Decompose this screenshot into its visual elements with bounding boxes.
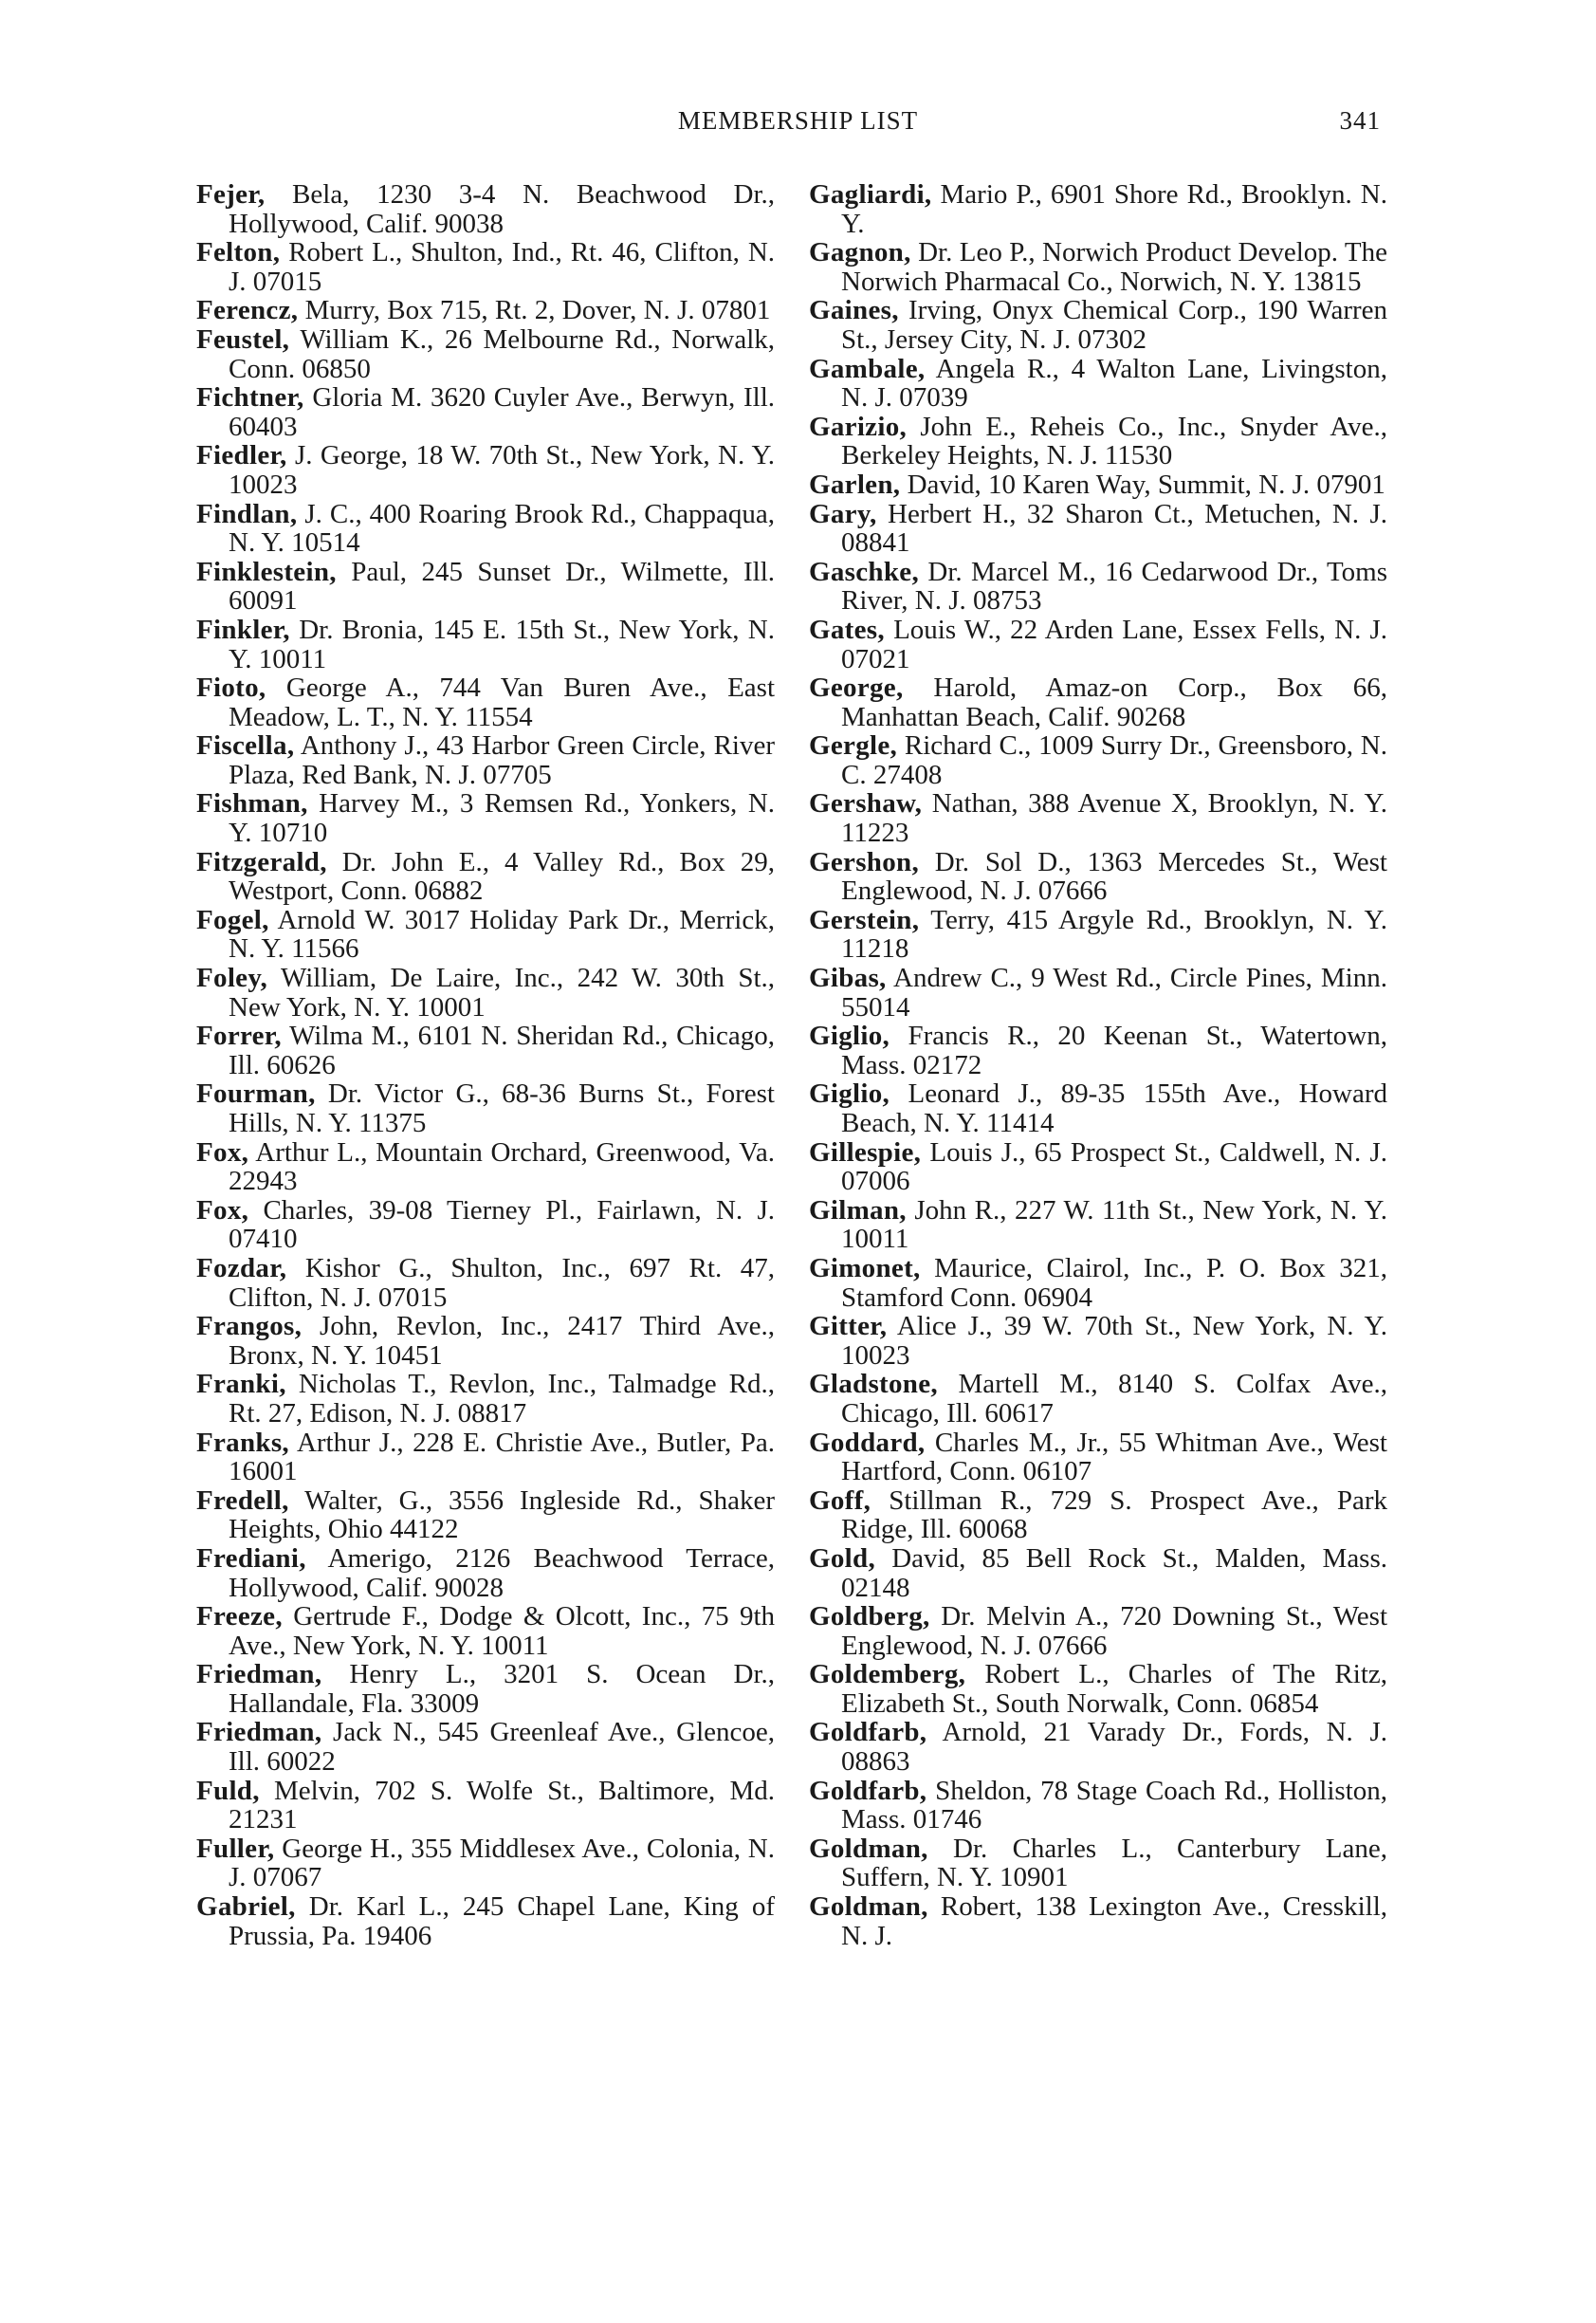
member-name: Goldfarb,	[809, 1717, 927, 1748]
member-details: Henry L., 3201 S. Ocean Dr., Hallandale, Fla. 33009	[229, 1659, 775, 1719]
membership-entry	[196, 1834, 775, 1892]
member-details: Nathan, 388 Avenue X, Brooklyn, N. Y. 11223	[841, 788, 1387, 849]
member-name: Goff,	[809, 1484, 871, 1516]
membership-entry	[809, 355, 1387, 413]
member-details: Alice J., 39 W. 70th St., New York, N. Y. 10023	[841, 1311, 1387, 1371]
membership-entry	[809, 616, 1387, 673]
membership-entry	[809, 413, 1387, 470]
member-details: Dr. Karl L., 245 Chapel Lane, King of Prussia, Pa. 19406	[229, 1891, 775, 1951]
member-details: Walter, G., 3556 Ingleside Rd., Shaker Heights, Ohio 44122	[229, 1484, 775, 1545]
membership-entry	[809, 1254, 1387, 1312]
member-details: Paul, 245 Sunset Dr., Wilmette, Ill. 60091	[229, 556, 776, 617]
member-details: Jack N., 545 Greenleaf Ave., Glencoe, Ill. 60022	[229, 1717, 776, 1778]
membership-entry	[809, 180, 1387, 238]
membership-entry	[196, 1544, 775, 1602]
member-name: Goddard,	[809, 1427, 926, 1458]
member-details: Dr. Bronia, 145 E. 15th St., New York, N. Y. 10011	[229, 614, 775, 674]
member-details: Irving, Onyx Chemical Corp., 190 Warren St., Jersey City, N. J. 07302	[841, 295, 1388, 355]
membership-entry	[809, 1022, 1387, 1079]
member-details: Andrew C., 9 West Rd., Circle Pines, Minn. 55014	[841, 963, 1387, 1023]
membership-entry	[809, 1138, 1387, 1196]
member-name: Gershon,	[809, 846, 919, 877]
member-details: Dr. Leo P., Norwich Product Develop. The Norwich Pharmacal Co., Norwich, N. Y. 13815	[841, 237, 1387, 297]
member-details: William K., 26 Melbourne Rd., Norwalk, Conn. 06850	[229, 323, 775, 384]
member-name: Gillespie,	[809, 1136, 922, 1168]
member-name: Fourman,	[196, 1079, 316, 1110]
member-name: Gabriel,	[196, 1891, 296, 1923]
member-name: Gaines,	[809, 295, 899, 326]
member-name: Goldfarb,	[809, 1775, 927, 1806]
membership-entry	[196, 964, 775, 1022]
membership-entry	[196, 1312, 775, 1370]
member-name: Gary,	[809, 498, 877, 529]
membership-entry	[196, 1486, 775, 1544]
member-name: Forrer,	[196, 1021, 282, 1052]
membership-entry	[809, 1312, 1387, 1370]
member-details: Dr. John E., 4 Valley Rd., Box 29, Westport, Conn. 06882	[229, 846, 776, 907]
member-details: George A., 744 Van Buren Ave., East Meadow, L. T., N. Y. 11554	[229, 673, 775, 732]
membership-entry	[809, 848, 1387, 906]
membership-entry	[809, 1486, 1387, 1544]
member-name: Finklestein,	[196, 556, 337, 587]
membership-entry	[196, 500, 775, 558]
membership-entry	[809, 558, 1387, 616]
member-details: Terry, 415 Argyle Rd., Brooklyn, N. Y. 11218	[841, 904, 1387, 965]
membership-entry	[196, 1892, 775, 1950]
page-number: 341	[1339, 106, 1381, 135]
member-name: Goldemberg,	[809, 1659, 966, 1690]
member-details: Arthur J., 228 E. Christie Ave., Butler, Pa. 16001	[229, 1427, 776, 1487]
member-name: Franki,	[196, 1369, 286, 1400]
member-name: Fogel,	[196, 904, 269, 935]
member-name: Friedman,	[196, 1659, 322, 1690]
member-name: Feustel,	[196, 323, 290, 355]
member-name: Gitter,	[809, 1311, 888, 1342]
member-details: Angela R., 4 Walton Lane, Livingston, N. J. 07039	[841, 353, 1387, 414]
member-name: Garlen,	[809, 469, 901, 500]
member-name: Felton,	[196, 237, 281, 268]
membership-entry	[196, 180, 775, 238]
member-name: Fejer,	[196, 179, 266, 210]
member-details: Bela, 1230 3-4 N. Beachwood Dr., Hollywood, Calif. 90038	[229, 179, 775, 239]
member-name: Goldman,	[809, 1833, 928, 1864]
member-details: Charles M., Jr., 55 Whitman Ave., West Hartford, Conn. 06107	[841, 1427, 1387, 1487]
member-details: William, De Laire, Inc., 242 W. 30th St., New York, N. Y. 10001	[229, 963, 776, 1023]
membership-entry	[196, 906, 775, 964]
membership-entry	[809, 1429, 1387, 1486]
member-details: David, 85 Bell Rock St., Malden, Mass. 02148	[841, 1542, 1388, 1603]
member-name: Giglio,	[809, 1021, 890, 1052]
membership-entry	[809, 1718, 1387, 1776]
member-details: Dr. Sol D., 1363 Mercedes St., West Englewood, N. J. 07666	[841, 846, 1387, 907]
membership-entry	[809, 1777, 1387, 1834]
member-name: Gagliardi,	[809, 179, 932, 210]
member-details: John R., 227 W. 11th St., New York, N. Y. 10011	[841, 1194, 1387, 1255]
member-details: Arthur L., Mountain Orchard, Greenwood, Va. 22943	[229, 1136, 775, 1197]
membership-entry	[196, 296, 775, 325]
member-details: Maurice, Clairol, Inc., P. O. Box 321, Stamford Conn. 06904	[841, 1252, 1388, 1313]
member-name: Fiscella,	[196, 730, 295, 762]
member-details: David, 10 Karen Way, Summit, N. J. 07901	[907, 469, 1385, 500]
member-details: Robert L., Charles of The Ritz, Elizabeth St., South Norwalk, Conn. 06854	[841, 1659, 1388, 1719]
member-name: Fuld,	[196, 1775, 260, 1806]
member-name: Gates,	[809, 614, 885, 645]
running-title: MEMBERSHIP LIST	[677, 106, 919, 135]
membership-entry	[809, 964, 1387, 1022]
member-name: Gagnon,	[809, 237, 911, 268]
member-name: Gilman,	[809, 1194, 907, 1226]
membership-entry	[196, 558, 775, 616]
membership-entry	[196, 1196, 775, 1254]
membership-entry	[196, 1429, 775, 1486]
membership-entry	[809, 470, 1387, 500]
membership-entry	[809, 1079, 1387, 1137]
membership-entry	[196, 1718, 775, 1776]
member-details: Martell M., 8140 S. Colfax Ave., Chicago, Ill. 60617	[841, 1369, 1388, 1429]
membership-entry	[809, 238, 1387, 296]
membership-entry	[196, 441, 775, 499]
member-details: Melvin, 702 S. Wolfe St., Baltimore, Md. 21231	[229, 1775, 775, 1835]
membership-entry	[196, 1079, 775, 1137]
member-details: Louis W., 22 Arden Lane, Essex Fells, N. J. 07021	[841, 614, 1388, 674]
member-details: Robert L., Shulton, Ind., Rt. 46, Clifton, N. J. 07015	[229, 237, 776, 297]
member-name: George,	[809, 673, 904, 704]
membership-entry	[809, 906, 1387, 964]
member-details: Sheldon, 78 Stage Coach Rd., Holliston, Mass. 01746	[841, 1775, 1388, 1835]
member-name: Fozdar,	[196, 1252, 287, 1283]
member-details: Arnold W. 3017 Holiday Park Dr., Merrick, N. Y. 11566	[229, 904, 775, 965]
member-name: Findlan,	[196, 498, 298, 529]
member-details: Harold, Amaz-on Corp., Box 66, Manhattan Beach, Calif. 90268	[841, 673, 1387, 732]
membership-entry	[196, 616, 775, 673]
member-name: Gaschke,	[809, 556, 919, 587]
member-name: Foley,	[196, 963, 268, 994]
member-name: Fiedler,	[196, 440, 287, 471]
member-details: Dr. Melvin A., 720 Downing St., West Englewood, N. J. 07666	[841, 1601, 1388, 1661]
member-details: Murry, Box 715, Rt. 2, Dover, N. J. 07801	[304, 295, 771, 326]
member-name: Gambale,	[809, 353, 926, 384]
member-details: Charles, 39-08 Tierney Pl., Fairlawn, N. J. 07410	[229, 1194, 775, 1255]
member-details: Stillman R., 729 S. Prospect Ave., Park Ridge, Ill. 60068	[841, 1484, 1387, 1545]
membership-entry	[196, 1254, 775, 1312]
member-name: Fox,	[196, 1136, 249, 1168]
member-name: Fuller,	[196, 1833, 275, 1864]
member-name: Gergle,	[809, 730, 898, 762]
member-details: George H., 355 Middlesex Ave., Colonia, N. J. 07067	[229, 1833, 775, 1893]
member-details: Gertrude F., Dodge & Olcott, Inc., 75 9th Ave., New York, N. Y. 10011	[229, 1601, 776, 1661]
member-details: Wilma M., 6101 N. Sheridan Rd., Chicago, Ill. 60626	[229, 1021, 775, 1080]
member-details: J. George, 18 W. 70th St., New York, N. Y. 10023	[229, 440, 776, 500]
right-column	[809, 180, 1387, 1950]
membership-entry	[809, 1660, 1387, 1718]
member-name: Franks,	[196, 1427, 289, 1458]
member-details: John, Revlon, Inc., 2417 Third Ave., Bronx, N. Y. 10451	[229, 1311, 776, 1371]
member-details: Dr. Charles L., Canterbury Lane, Suffern, N. Y. 10901	[841, 1833, 1388, 1893]
membership-entry	[809, 500, 1387, 558]
membership-entry	[809, 1834, 1387, 1892]
member-details: Anthony J., 43 Harbor Green Circle, River Plaza, Red Bank, N. J. 07705	[229, 730, 775, 790]
member-details: John E., Reheis Co., Inc., Snyder Ave., Berkeley Heights, N. J. 11530	[841, 411, 1387, 471]
member-details: Herbert H., 32 Sharon Ct., Metuchen, N. J. 08841	[841, 498, 1388, 559]
member-details: Kishor G., Shulton, Inc., 697 Rt. 47, Clifton, N. J. 07015	[229, 1252, 775, 1313]
member-name: Giglio,	[809, 1079, 890, 1110]
member-name: Gimonet,	[809, 1252, 921, 1283]
member-name: Gerstein,	[809, 904, 920, 935]
member-name: Fredell,	[196, 1484, 289, 1516]
member-details: Arnold, 21 Varady Dr., Fords, N. J. 08863	[841, 1717, 1388, 1778]
member-details: Robert, 138 Lexington Ave., Cresskill, N. J.	[841, 1891, 1387, 1951]
member-name: Ferencz,	[196, 295, 299, 326]
member-details: Leonard J., 89-35 155th Ave., Howard Beach, N. Y. 11414	[841, 1079, 1388, 1138]
member-details: Mario P., 6901 Shore Rd., Brooklyn. N. Y.	[841, 179, 1387, 239]
member-details: J. C., 400 Roaring Brook Rd., Chappaqua, N. Y. 10514	[229, 498, 776, 559]
member-name: Goldberg,	[809, 1601, 930, 1632]
membership-entry	[196, 1022, 775, 1079]
member-name: Fichtner,	[196, 382, 304, 414]
membership-entry	[196, 325, 775, 383]
member-name: Gershaw,	[809, 788, 923, 820]
left-column	[196, 180, 775, 1950]
membership-entry	[809, 1544, 1387, 1602]
member-details: Louis J., 65 Prospect St., Caldwell, N. J. 07006	[841, 1136, 1387, 1197]
membership-entry	[809, 673, 1387, 731]
member-name: Finkler,	[196, 614, 290, 645]
member-details: Dr. Victor G., 68-36 Burns St., Forest Hills, N. Y. 11375	[229, 1079, 775, 1138]
membership-entry	[196, 673, 775, 731]
membership-entry	[809, 1602, 1387, 1660]
page-header	[0, 106, 1596, 144]
member-details: Harvey M., 3 Remsen Rd., Yonkers, N. Y. 10710	[229, 788, 776, 849]
member-details: Dr. Marcel M., 16 Cedarwood Dr., Toms River, N. J. 08753	[841, 556, 1387, 617]
membership-entry	[809, 1892, 1387, 1950]
member-details: Nicholas T., Revlon, Inc., Talmadge Rd., Rt. 27, Edison, N. J. 08817	[229, 1369, 775, 1429]
membership-entry	[809, 789, 1387, 847]
member-name: Fitzgerald,	[196, 846, 327, 877]
membership-entry	[196, 848, 775, 906]
member-details: Francis R., 20 Keenan St., Watertown, Mass. 02172	[841, 1021, 1387, 1080]
membership-entry	[196, 1138, 775, 1196]
member-name: Goldman,	[809, 1891, 928, 1923]
membership-entry	[196, 1370, 775, 1428]
membership-entry	[809, 296, 1387, 354]
membership-entry	[196, 1777, 775, 1834]
member-details: Richard C., 1009 Surry Dr., Greensboro, N. C. 27408	[841, 730, 1387, 790]
member-name: Fishman,	[196, 788, 308, 820]
member-name: Frediani,	[196, 1542, 306, 1574]
membership-entry	[196, 731, 775, 789]
membership-entry	[809, 731, 1387, 789]
member-details: Amerigo, 2126 Beachwood Terrace, Hollywood, Calif. 90028	[229, 1542, 775, 1603]
member-name: Frangos,	[196, 1311, 303, 1342]
member-name: Gold,	[809, 1542, 875, 1574]
member-name: Friedman,	[196, 1717, 322, 1748]
member-name: Garizio,	[809, 411, 908, 442]
membership-entry	[196, 789, 775, 847]
membership-entry	[809, 1196, 1387, 1254]
member-name: Freeze,	[196, 1601, 283, 1632]
member-name: Gibas,	[809, 963, 887, 994]
membership-entry	[196, 238, 775, 296]
membership-entry	[196, 1602, 775, 1660]
member-name: Fioto,	[196, 673, 266, 704]
member-name: Gladstone,	[809, 1369, 938, 1400]
membership-entry	[809, 1370, 1387, 1428]
membership-entry	[196, 383, 775, 441]
member-name: Fox,	[196, 1194, 249, 1226]
member-details: Gloria M. 3620 Cuyler Ave., Berwyn, Ill. 60403	[229, 382, 776, 442]
membership-entry	[196, 1660, 775, 1718]
